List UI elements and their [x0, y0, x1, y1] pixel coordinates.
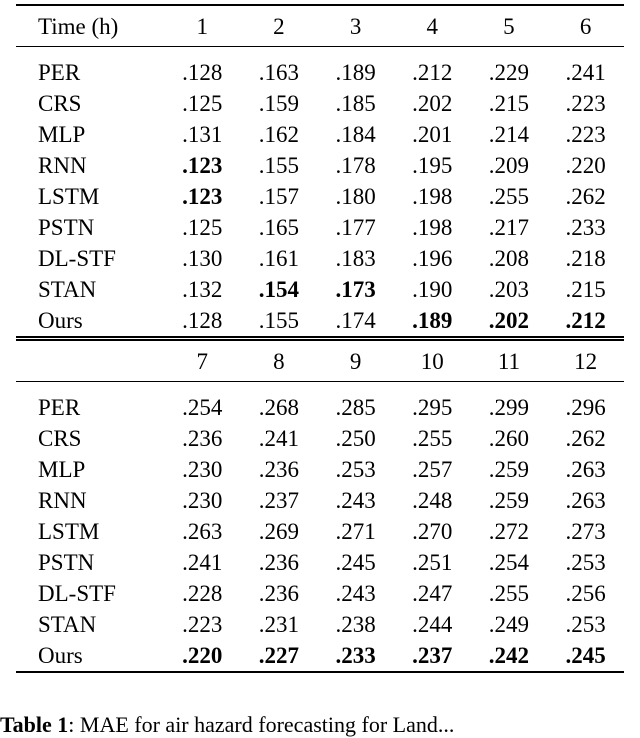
method-name-cell: Ours: [16, 640, 164, 672]
mae-value-cell: .198: [412, 215, 453, 240]
caption-label: Table 1: [0, 712, 69, 737]
header-hour-cell: 9: [317, 339, 394, 382]
table-row: [16, 392, 624, 423]
mae-value-cell: .295: [412, 395, 453, 420]
mae-value-cell: .254: [182, 395, 223, 420]
mae-value-cell: .203: [488, 277, 530, 302]
mae-value-cell: .237: [394, 640, 471, 672]
table-upper-section: [16, 5, 624, 339]
mae-value-cell: .253: [335, 457, 376, 482]
mae-value-cell: .230: [182, 488, 223, 513]
mae-value-cell: .271: [335, 519, 376, 544]
table-row: [16, 181, 624, 212]
mae-value-cell: .189: [394, 305, 471, 339]
mae-value-cell: .260: [488, 426, 530, 451]
mae-value-cell: .223: [182, 612, 223, 637]
mae-value-cell: .244: [412, 612, 453, 637]
mae-value-cell: .257: [412, 457, 453, 482]
method-name-cell: DL-STF: [38, 246, 116, 271]
table-row: [16, 243, 624, 274]
mae-value-cell: .162: [258, 122, 300, 147]
method-name-cell: STAN: [38, 612, 97, 637]
table-caption: [0, 712, 640, 738]
table-row: [16, 640, 624, 672]
mae-value-cell: .202: [471, 305, 548, 339]
mae-value-cell: .128: [164, 305, 241, 339]
mae-value-cell: .236: [182, 426, 223, 451]
mae-value-cell: .155: [258, 153, 300, 178]
method-name-cell: Ours: [16, 305, 164, 339]
mae-value-cell: .190: [412, 277, 453, 302]
mae-value-cell: .241: [565, 60, 606, 85]
mae-value-cell: .241: [182, 550, 223, 575]
mae-value-cell: .236: [258, 550, 300, 575]
table-row: [16, 516, 624, 547]
mae-value-cell: .195: [412, 153, 453, 178]
upper-header-row: [16, 5, 624, 47]
mae-value-cell: .268: [258, 395, 300, 420]
method-name-cell: RNN: [38, 153, 87, 178]
mae-value-cell: .183: [335, 246, 376, 271]
mae-value-cell: .165: [258, 215, 300, 240]
mae-value-cell: .177: [335, 215, 376, 240]
mae-value-cell: .173: [335, 277, 376, 302]
mae-value-cell: .262: [565, 426, 606, 451]
method-name-cell: LSTM: [38, 519, 100, 544]
mae-value-cell: .273: [565, 519, 606, 544]
mae-value-cell: .299: [488, 395, 530, 420]
mae-value-cell: .259: [488, 457, 530, 482]
mae-value-cell: .217: [488, 215, 530, 240]
mae-results-table: [16, 4, 624, 673]
mae-value-cell: .255: [488, 581, 530, 606]
mae-value-cell: .269: [258, 519, 300, 544]
mae-value-cell: .247: [412, 581, 453, 606]
mae-value-cell: .215: [488, 91, 530, 116]
mae-value-cell: .161: [258, 246, 300, 271]
mae-value-cell: .272: [488, 519, 530, 544]
mae-value-cell: .251: [412, 550, 453, 575]
header-hour-cell: 3: [317, 5, 394, 47]
header-hour-cell: 1: [164, 5, 241, 47]
spacer-row: [16, 382, 624, 393]
mae-value-cell: .212: [412, 60, 453, 85]
mae-value-cell: .132: [182, 277, 223, 302]
mae-value-cell: .230: [182, 457, 223, 482]
table-row: [16, 485, 624, 516]
table-row: [16, 57, 624, 88]
mae-value-cell: .198: [412, 184, 453, 209]
table-row: [16, 305, 624, 339]
mae-value-cell: .201: [412, 122, 453, 147]
header-hour-cell: 7: [164, 339, 241, 382]
mae-value-cell: .214: [488, 122, 530, 147]
table-row: [16, 423, 624, 454]
method-name-cell: CRS: [38, 426, 82, 451]
method-name-cell: DL-STF: [38, 581, 116, 606]
method-name-cell: PSTN: [38, 215, 95, 240]
mae-value-cell: .255: [488, 184, 530, 209]
table-row: [16, 119, 624, 150]
header-hour-cell: 8: [241, 339, 318, 382]
mae-value-cell: .159: [258, 91, 300, 116]
header-label-cell: [16, 339, 164, 382]
lower-header-row: [16, 339, 624, 382]
mae-value-cell: .128: [182, 60, 223, 85]
mae-value-cell: .189: [335, 60, 376, 85]
header-hour-cell: 2: [241, 5, 318, 47]
table-row: [16, 578, 624, 609]
mae-value-cell: .296: [565, 395, 606, 420]
mae-value-cell: .231: [258, 612, 300, 637]
method-name-cell: MLP: [38, 457, 86, 482]
mae-value-cell: .254: [488, 550, 530, 575]
header-hour-cell: 11: [471, 339, 548, 382]
mae-value-cell: .180: [335, 184, 376, 209]
mae-value-cell: .130: [182, 246, 223, 271]
mae-value-cell: .155: [241, 305, 318, 339]
mae-value-cell: .245: [335, 550, 376, 575]
mae-value-cell: .178: [335, 153, 376, 178]
mae-value-cell: .241: [258, 426, 300, 451]
mae-value-cell: .220: [565, 153, 606, 178]
mae-value-cell: .227: [241, 640, 318, 672]
spacer-row: [16, 47, 624, 58]
table-row: [16, 454, 624, 485]
mae-value-cell: .253: [565, 612, 606, 637]
header-hour-cell: 10: [394, 339, 471, 382]
table-row: [16, 609, 624, 640]
table-row: [16, 274, 624, 305]
mae-value-cell: .253: [565, 550, 606, 575]
mae-value-cell: .184: [335, 122, 376, 147]
mae-value-cell: .123: [182, 184, 223, 209]
method-name-cell: PSTN: [38, 550, 95, 575]
method-name-cell: LSTM: [38, 184, 100, 209]
mae-value-cell: .255: [412, 426, 453, 451]
mae-value-cell: .238: [335, 612, 376, 637]
mae-value-cell: .237: [258, 488, 300, 513]
mae-value-cell: .262: [565, 184, 606, 209]
mae-value-cell: .256: [565, 581, 606, 606]
mae-value-cell: .220: [164, 640, 241, 672]
mae-value-cell: .125: [182, 91, 223, 116]
mae-value-cell: .174: [317, 305, 394, 339]
mae-value-cell: .215: [565, 277, 606, 302]
mae-value-cell: .236: [258, 581, 300, 606]
header-hour-cell: 5: [471, 5, 548, 47]
mae-value-cell: .196: [412, 246, 453, 271]
mae-value-cell: .270: [412, 519, 453, 544]
mae-value-cell: .123: [182, 153, 223, 178]
mae-value-cell: .202: [412, 91, 453, 116]
mae-value-cell: .236: [258, 457, 300, 482]
mae-value-cell: .154: [258, 277, 300, 302]
results-table-container: [16, 4, 624, 673]
mae-value-cell: .218: [565, 246, 606, 271]
method-name-cell: PER: [38, 60, 81, 85]
mae-value-cell: .223: [565, 91, 606, 116]
mae-value-cell: .185: [335, 91, 376, 116]
mae-value-cell: .242: [471, 640, 548, 672]
mae-value-cell: .125: [182, 215, 223, 240]
caption-text: : MAE for air hazard forecasting for Land...: [68, 712, 455, 737]
table-row: [16, 212, 624, 243]
method-name-cell: STAN: [38, 277, 97, 302]
header-hour-cell: 12: [547, 339, 624, 382]
table-row: [16, 150, 624, 181]
mae-value-cell: .208: [488, 246, 530, 271]
mae-value-cell: .163: [258, 60, 300, 85]
mae-value-cell: .259: [488, 488, 530, 513]
mae-value-cell: .285: [335, 395, 376, 420]
mae-value-cell: .223: [565, 122, 606, 147]
method-name-cell: CRS: [38, 91, 82, 116]
mae-value-cell: .263: [565, 457, 606, 482]
mae-value-cell: .243: [335, 581, 376, 606]
mae-value-cell: .228: [182, 581, 223, 606]
mae-value-cell: .243: [335, 488, 376, 513]
spacer-cell: [16, 47, 624, 58]
mae-value-cell: .245: [547, 640, 624, 672]
header-label-cell: Time (h): [16, 5, 164, 47]
mae-value-cell: .250: [335, 426, 376, 451]
mae-value-cell: .233: [565, 215, 606, 240]
header-hour-cell: 6: [547, 5, 624, 47]
mae-value-cell: .209: [488, 153, 530, 178]
mae-value-cell: .248: [412, 488, 453, 513]
header-hour-cell: 4: [394, 5, 471, 47]
mae-value-cell: .131: [182, 122, 223, 147]
mae-value-cell: .249: [488, 612, 530, 637]
mae-value-cell: .263: [182, 519, 223, 544]
method-name-cell: PER: [38, 395, 81, 420]
method-name-cell: MLP: [38, 122, 86, 147]
table-lower-section: [16, 339, 624, 673]
mae-value-cell: .157: [258, 184, 300, 209]
table-row: [16, 547, 624, 578]
spacer-cell: [16, 382, 624, 393]
mae-value-cell: .233: [317, 640, 394, 672]
mae-value-cell: .212: [547, 305, 624, 339]
method-name-cell: RNN: [38, 488, 87, 513]
mae-value-cell: .229: [488, 60, 530, 85]
table-row: [16, 88, 624, 119]
mae-value-cell: .263: [565, 488, 606, 513]
